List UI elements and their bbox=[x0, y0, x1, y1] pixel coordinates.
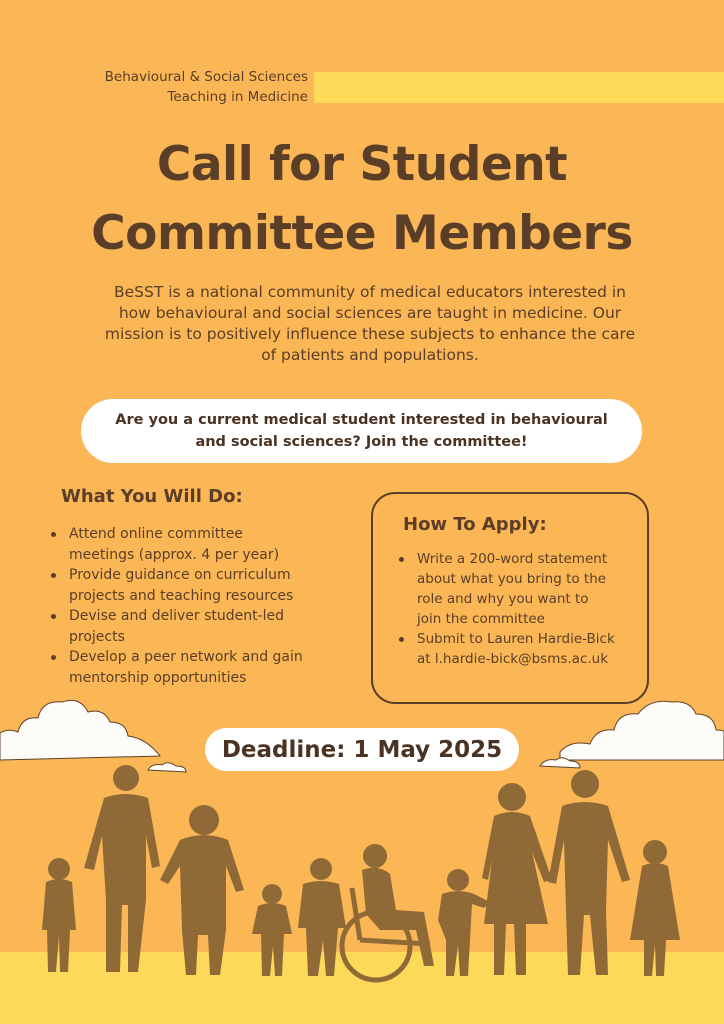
question-line2: and social sciences? Join the committee! bbox=[195, 434, 528, 450]
list-item-text: mentorship opportunities bbox=[69, 669, 247, 686]
intro-line: mission is to positively influence these subjects to enhance the care bbox=[104, 325, 636, 343]
list-item-text: Submit to Lauren Hardie-Bick bbox=[417, 631, 615, 647]
page-title-line2: Committee Members bbox=[91, 206, 633, 261]
org-name-line2: Teaching in Medicine bbox=[167, 89, 308, 105]
intro-line: of patients and populations. bbox=[261, 346, 479, 364]
family-silhouettes-icon bbox=[42, 765, 680, 980]
list-item-text: role and why you want to bbox=[417, 591, 589, 607]
list-item-text: meetings (approx. 4 per year) bbox=[69, 546, 280, 563]
list-item-text: Develop a peer network and gain bbox=[69, 649, 303, 665]
intro-line: BeSST is a national community of medical educators interested in bbox=[113, 283, 626, 301]
list-item-text: Devise and deliver student-led bbox=[69, 608, 285, 624]
email-link[interactable]: at l.hardie-bick@bsms.ac.uk bbox=[417, 651, 609, 667]
cloud-right-icon bbox=[540, 701, 724, 768]
what-you-will-do-heading: What You Will Do: bbox=[61, 486, 243, 507]
how-to-apply-heading: How To Apply: bbox=[403, 514, 547, 535]
deadline-banner: Deadline: 1 May 2025 bbox=[205, 728, 519, 771]
list-item-text: Write a 200-word statement bbox=[417, 551, 608, 567]
list-item-text: Attend online committee bbox=[69, 526, 243, 542]
list-item-text: projects and teaching resources bbox=[69, 587, 294, 604]
cloud-left-icon bbox=[0, 700, 186, 772]
question-line1: Are you a current medical student interested in behavioural bbox=[115, 412, 608, 428]
intro-line: how behavioural and social sciences are taught in medicine. Our bbox=[118, 304, 622, 322]
list-item-text: about what you bring to the bbox=[417, 571, 607, 587]
page-title-line1: Call for Student bbox=[156, 137, 568, 192]
list-item-text: join the committee bbox=[417, 611, 545, 627]
list-item-text: projects bbox=[69, 628, 125, 645]
org-name-line1: Behavioural & Social Sciences bbox=[104, 69, 308, 85]
list-item-text: Provide guidance on curriculum bbox=[69, 567, 291, 583]
